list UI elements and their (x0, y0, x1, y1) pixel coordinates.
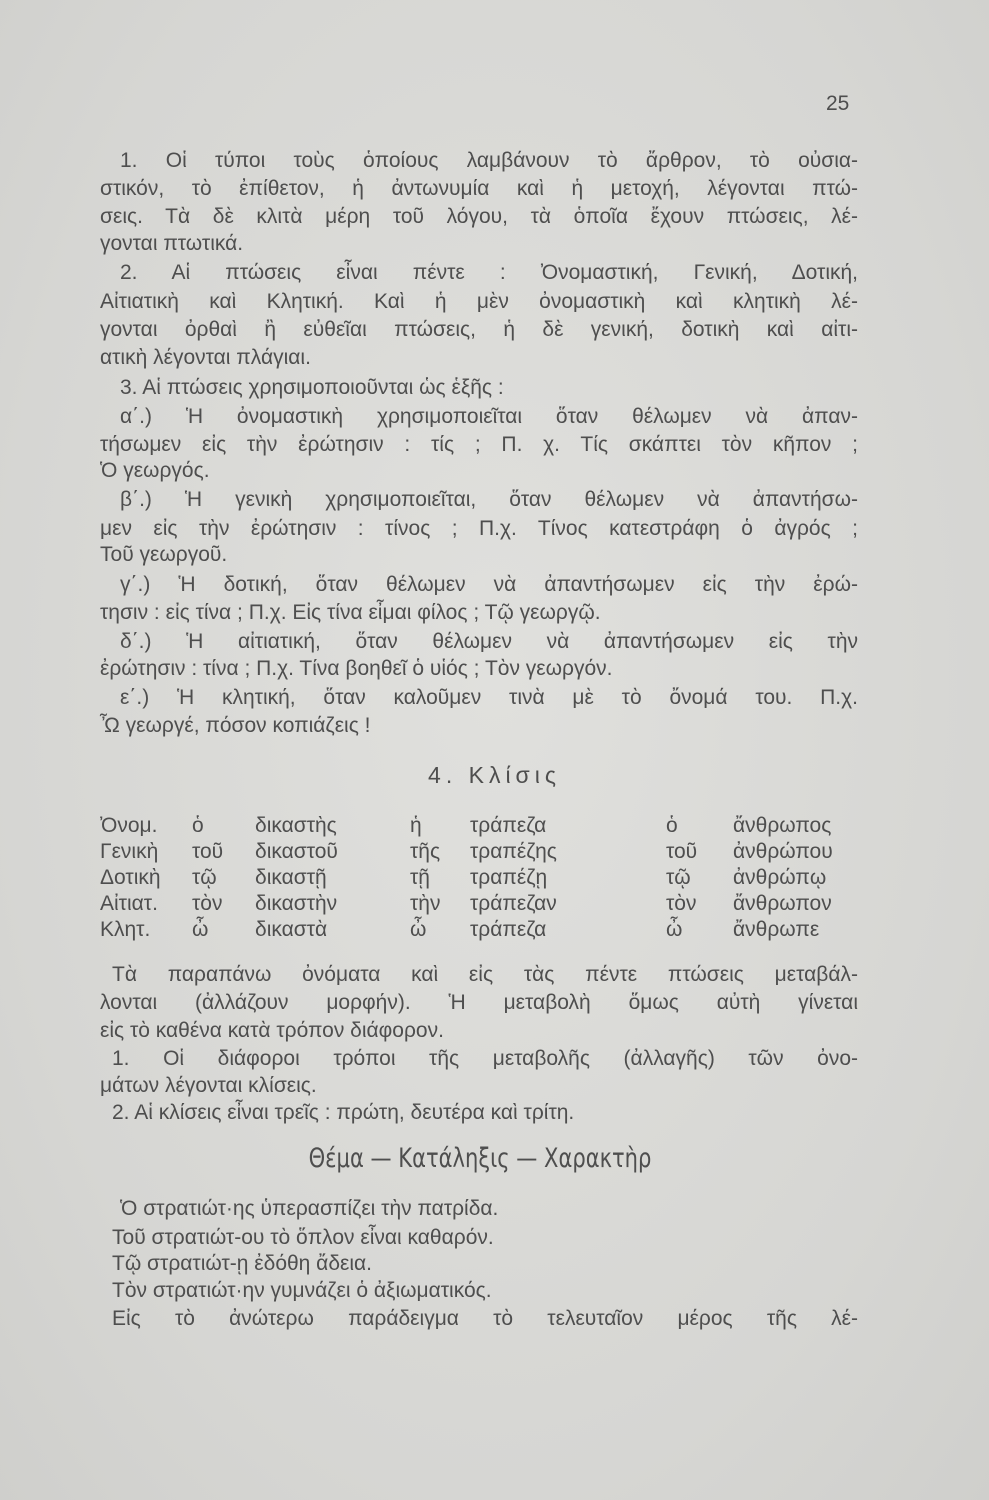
table-cell-noun: δικαστὰ (255, 918, 328, 941)
table-cell-noun: δικαστὴς (255, 814, 337, 837)
table-cell-noun: ἄνθρωπε (733, 918, 820, 941)
text-line: εἰς τὸ καθένα κατὰ τρόπον διάφορον. (100, 1019, 444, 1042)
text-line: ατικὴ λέγονται πλάγιαι. (100, 346, 311, 369)
table-cell-noun: ἀνθρώπῳ (733, 866, 827, 889)
text-line: τησιν : εἰς τίνα ; Π.χ. Εἰς τίνα εἶμαι φίλος ; Τῷ γεωργῷ. (100, 601, 601, 624)
text-line: α΄.) Ἡ ὀνομαστικὴ χρησιμοποιεῖται ὅταν θέλωμεν νὰ ἀπαν- (120, 405, 858, 428)
table-cell-noun: δικαστῇ (255, 866, 327, 889)
text-line: Εἰς τὸ ἀνώτερω παράδειγμα τὸ τελευταῖον μέρος τῆς λέ- (112, 1307, 858, 1330)
text-line: Αἰτιατικὴ καὶ Κλητική. Καὶ ἡ μὲν ὀνομαστικὴ καὶ κλητικὴ λέ- (100, 290, 858, 313)
text-line: Τὸν στρατιώτ·ην γυμνάζει ὁ ἀξιωματικός. (112, 1279, 492, 1302)
table-cell-case-label: Γενικὴ (100, 840, 159, 863)
table-cell-article: τοῦ (192, 840, 224, 863)
table-cell-noun: τραπέζῃ (470, 866, 548, 889)
table-cell-article: τῆς (410, 840, 441, 863)
text-line: Τῷ στρατιώτ-ῃ ἐδόθη ἄδεια. (112, 1252, 373, 1275)
table-cell-noun: τράπεζα (470, 814, 547, 837)
table-cell-article: τὸν (666, 892, 697, 915)
table-cell-noun: τράπεζαν (470, 892, 557, 915)
table-cell-article: τοῦ (666, 840, 698, 863)
table-cell-article: ἡ (410, 814, 422, 837)
table-cell-article: ὁ (192, 814, 204, 837)
page-number: 25 (826, 92, 850, 115)
table-cell-noun: ἄνθρωπον (733, 892, 832, 915)
text-line: Ὦ γεωργέ, πόσον κοπιάζεις ! (100, 714, 371, 737)
text-line: τήσωμεν εἰς τὴν ἐρώτησιν : τίς ; Π. χ. Τίς σκάπτει τὸν κῆπον ; (100, 433, 858, 456)
text-line: σεις. Τὰ δὲ κλιτὰ μέρη τοῦ λόγου, τὰ ὁποῖα ἔχουν πτώσεις, λέ- (100, 205, 858, 228)
table-cell-noun: τράπεζα (470, 918, 547, 941)
subheading: Θέμα — Κατάληξις — Χαρακτὴρ (308, 1143, 652, 1174)
table-cell-article: ὦ (410, 918, 427, 941)
table-cell-article: ὦ (192, 918, 209, 941)
text-line: Ὁ στρατιώτ·ης ὑπερασπίζει τὴν πατρίδα. (120, 1197, 499, 1220)
text-line: 1. Οἱ διάφοροι τρόποι τῆς μεταβολῆς (ἀλλαγῆς) τῶν ὀνο- (112, 1047, 858, 1070)
text-line: ε΄.) Ἡ κλητική, ὅταν καλοῦμεν τινὰ μὲ τὸ ὄνομά του. Π.χ. (120, 686, 858, 709)
text-line: γ΄.) Ἡ δοτική, ὅταν θέλωμεν νὰ ἀπαντήσωμεν εἰς τὴν ἐρώ- (120, 573, 858, 596)
text-line: 2. Αἱ πτώσεις εἶναι πέντε : Ὀνομαστική, Γενική, Δοτική, (120, 261, 858, 284)
table-cell-article: τῇ (410, 866, 430, 889)
table-cell-case-label: Κλητ. (100, 918, 151, 941)
text-line: μεν εἰς τὴν ἐρώτησιν : τίνος ; Π.χ. Τίνος κατεστράφη ὁ ἀγρός ; (100, 517, 858, 540)
table-cell-article: ὦ (666, 918, 683, 941)
table-cell-noun: ἀνθρώπου (733, 840, 833, 863)
table-cell-noun: τραπέζης (470, 840, 557, 863)
section-heading: 4. Κλίσις (428, 762, 561, 788)
text-line: Τοῦ στρατιώτ-ου τὸ ὅπλον εἶναι καθαρόν. (112, 1226, 494, 1249)
text-line: στικόν, τὸ ἐπίθετον, ἡ ἀντωνυμία καὶ ἡ μετοχή, λέγονται πτώ- (100, 177, 858, 200)
table-cell-noun: ἄνθρωπος (733, 814, 832, 837)
table-cell-case-label: Ὀνομ. (100, 814, 158, 837)
text-line: Ὁ γεωργός. (100, 459, 210, 482)
text-line: 2. Αἱ κλίσεις εἶναι τρεῖς : πρώτη, δευτέρα καὶ τρίτη. (112, 1101, 575, 1124)
table-cell-case-label: Δοτικὴ (100, 866, 161, 889)
text-line: λονται (ἀλλάζουν μορφήν). Ἡ μεταβολὴ ὅμως αὐτὴ γίνεται (100, 991, 858, 1014)
text-line: 1. Οἱ τύποι τοὺς ὁποίους λαμβάνουν τὸ ἄρθρον, τὸ οὐσια- (120, 149, 858, 172)
text-line: μάτων λέγονται κλίσεις. (100, 1074, 317, 1097)
table-cell-case-label: Αἰτιατ. (100, 892, 158, 915)
text-line: γονται πτωτικά. (100, 232, 244, 255)
text-line: Τὰ παραπάνω ὀνόματα καὶ εἰς τὰς πέντε πτώσεις μεταβάλ- (112, 963, 858, 986)
table-cell-article: τὴν (410, 892, 441, 915)
table-cell-article: τῷ (192, 866, 217, 889)
table-cell-noun: δικαστοῦ (255, 840, 338, 863)
table-cell-article: τὸν (192, 892, 223, 915)
table-cell-article: ὁ (666, 814, 678, 837)
text-line: δ΄.) Ἡ αἰτιατική, ὅταν θέλωμεν νὰ ἀπαντήσωμεν εἰς τὴν (120, 630, 858, 653)
text-line: ἐρώτησιν : τίνα ; Π.χ. Τίνα βοηθεῖ ὁ υἱός ; Τὸν γεωργόν. (100, 657, 613, 680)
text-line: Τοῦ γεωργοῦ. (100, 543, 228, 566)
table-cell-noun: δικαστὴν (255, 892, 338, 915)
text-line: 3. Αἱ πτώσεις χρησιμοποιοῦνται ὡς ἑξῆς : (120, 376, 504, 399)
text-line: γονται ὀρθαὶ ἢ εὐθεῖαι πτώσεις, ἡ δὲ γενική, δοτικὴ καὶ αἰτι- (100, 318, 858, 341)
table-cell-article: τῷ (666, 866, 691, 889)
text-line: β΄.) Ἡ γενικὴ χρησιμοποιεῖται, ὅταν θέλωμεν νὰ ἀπαντήσω- (120, 488, 858, 511)
